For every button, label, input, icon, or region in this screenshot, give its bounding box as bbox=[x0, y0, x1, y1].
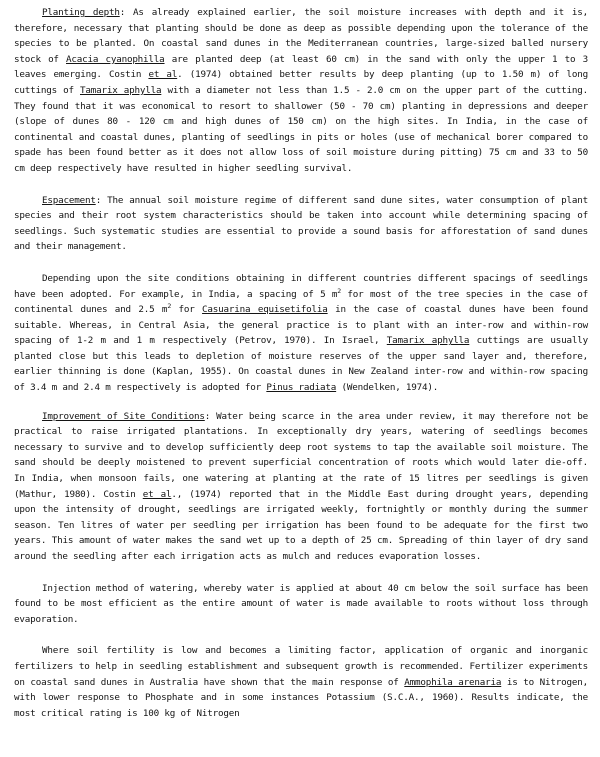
species-name: Ammophila arenaria bbox=[404, 676, 502, 688]
section-heading-espacement: Espacement bbox=[42, 194, 96, 206]
section-heading-improvement: Improvement of Site Conditions bbox=[42, 410, 205, 422]
paragraph-improvement: Improvement of Site Conditions: Water being scarce in the area under review, it may therefore not be practical to raise irrigated plantations. In exceptionally dry years, watering of seedlings becomes necessary to survive and to develop sufficiently deep root systems to tap the available soil moisture. The sand should be deeply moistened to prevent superficial concentration of roots which would later die-off. In India, when monsoon fails, one watering at planting at the rate of 15 litres per seedlings is given (Mathur, 1980). Costin et al., (1974) reported that in the Middle East during drought years, depending upon the intensity of drought, seedlings are irrigated weekly, fortnightly or monthly during the summer season. Ten litres of water per seedling per irrigation has been found to be adequate for the first two years. This amount of water makes the sand wet up to a depth of 25 cm. Spreading of thin layer of dry sand around the seedling after each irrigation acts as mulch and reduces evaporation losses. bbox=[14, 410, 588, 562]
section-heading-planting-depth: Planting depth bbox=[42, 7, 120, 18]
paragraph-injection: Injection method of watering, whereby water is applied at about 40 cm below the soil surface has been found to be most efficient as the entire amount of water is made available to roots without loss through evaporation. bbox=[14, 582, 588, 625]
et-al: et al bbox=[148, 69, 178, 81]
species-name: Pinus radiata bbox=[266, 382, 337, 394]
paragraph-planting-depth: Planting depth: As already explained earlier, the soil moisture increases with depth and it is, therefore, necessary that planting should be done as deep as possible depending upon the tolerance of the species to be planted. On coastal sand dunes in the Mediterranean countries, large-sized balled nursery stock of Acacia cyanophilla are planted deep (at least 60 cm) in the sand with only the upper 1 to 3 leaves emerging. Costin et al. (1974) obtained better results by deep planting (up to 1.50 m) of long cuttings of Tamarix aphylla with a diameter not less than 1.5 - 2.0 cm on the upper part of the cutting. They found that it was economical to resort to shallower (50 - 70 cm) planting in depressions and deeper (slope of dunes 80 - 120 cm and high dunes of 150 cm) on the high sites. In India, in the case of continental and coastal dunes, planting of seedlings in pits or holes (use of mechanical borer compared to spade has been found better as it does not allow loss of soil moisture during pitting) 75 cm and 33 to 50 cm deep respectively have resulted in higher seedling survival. bbox=[14, 7, 588, 174]
et-al: et al bbox=[142, 488, 172, 500]
species-name: Acacia cyanophilla bbox=[66, 53, 165, 65]
paragraph-espacement: Espacement: The annual soil moisture regime of different sand dune sites, water consumption of plant species and their root system characteristics should be taken into account while determining spacing of seedlings. Such systematic studies are essential to provide a sound basis for afforestation of sand dunes and their management. bbox=[14, 194, 588, 253]
paragraph-spacings: Depending upon the site conditions obtaining in different countries different spacings of seedlings have been adopted. For example, in India, a spacing of 5 $m^2$ for most of the tree species in the case of continental dunes and 2.5 $m^2$ for Casuarina equisetifolia in the case of coastal dunes have been found suitable. Whereas, in Central Asia, the general practice is to plant with an inter-row and within-row spacing of 1-2 m and 1 m respectively (Petrov, 1970). In Israel, Tamarix aphylla cuttings are usually planted close but this leads to depletion of moisture reserves of the upper sand layer and, therefore, earlier thinning is done (Kaplan, 1955). On coastal dunes in New Zealand inter-row and within-row spacing of 3.4 m and 2.4 m respectively is adopted for Pinus radiata (Wendelken, 1974). bbox=[14, 272, 589, 394]
superscript: 2 bbox=[337, 286, 341, 295]
species-name: Casuarina equisetifolia bbox=[202, 304, 328, 316]
paragraph-fertility: Where soil fertility is low and becomes a limiting factor, application of organic and inorganic fertilizers to help in seedling establishment and subsequent growth is recommended. Fertilizer experiments on coastal sand dunes in Australia have shown that the main response of Ammophila arenaria is to Nitrogen, with lower response to Phosphate and in some instances Potassium (S.C.A., 1960). Results indicate, the most critical rating is 100 kg of Nitrogen bbox=[14, 645, 588, 719]
superscript: 2 bbox=[167, 302, 172, 311]
species-name: Tamarix aphylla bbox=[386, 335, 470, 347]
species-name: Tamarix aphylla bbox=[80, 84, 162, 96]
